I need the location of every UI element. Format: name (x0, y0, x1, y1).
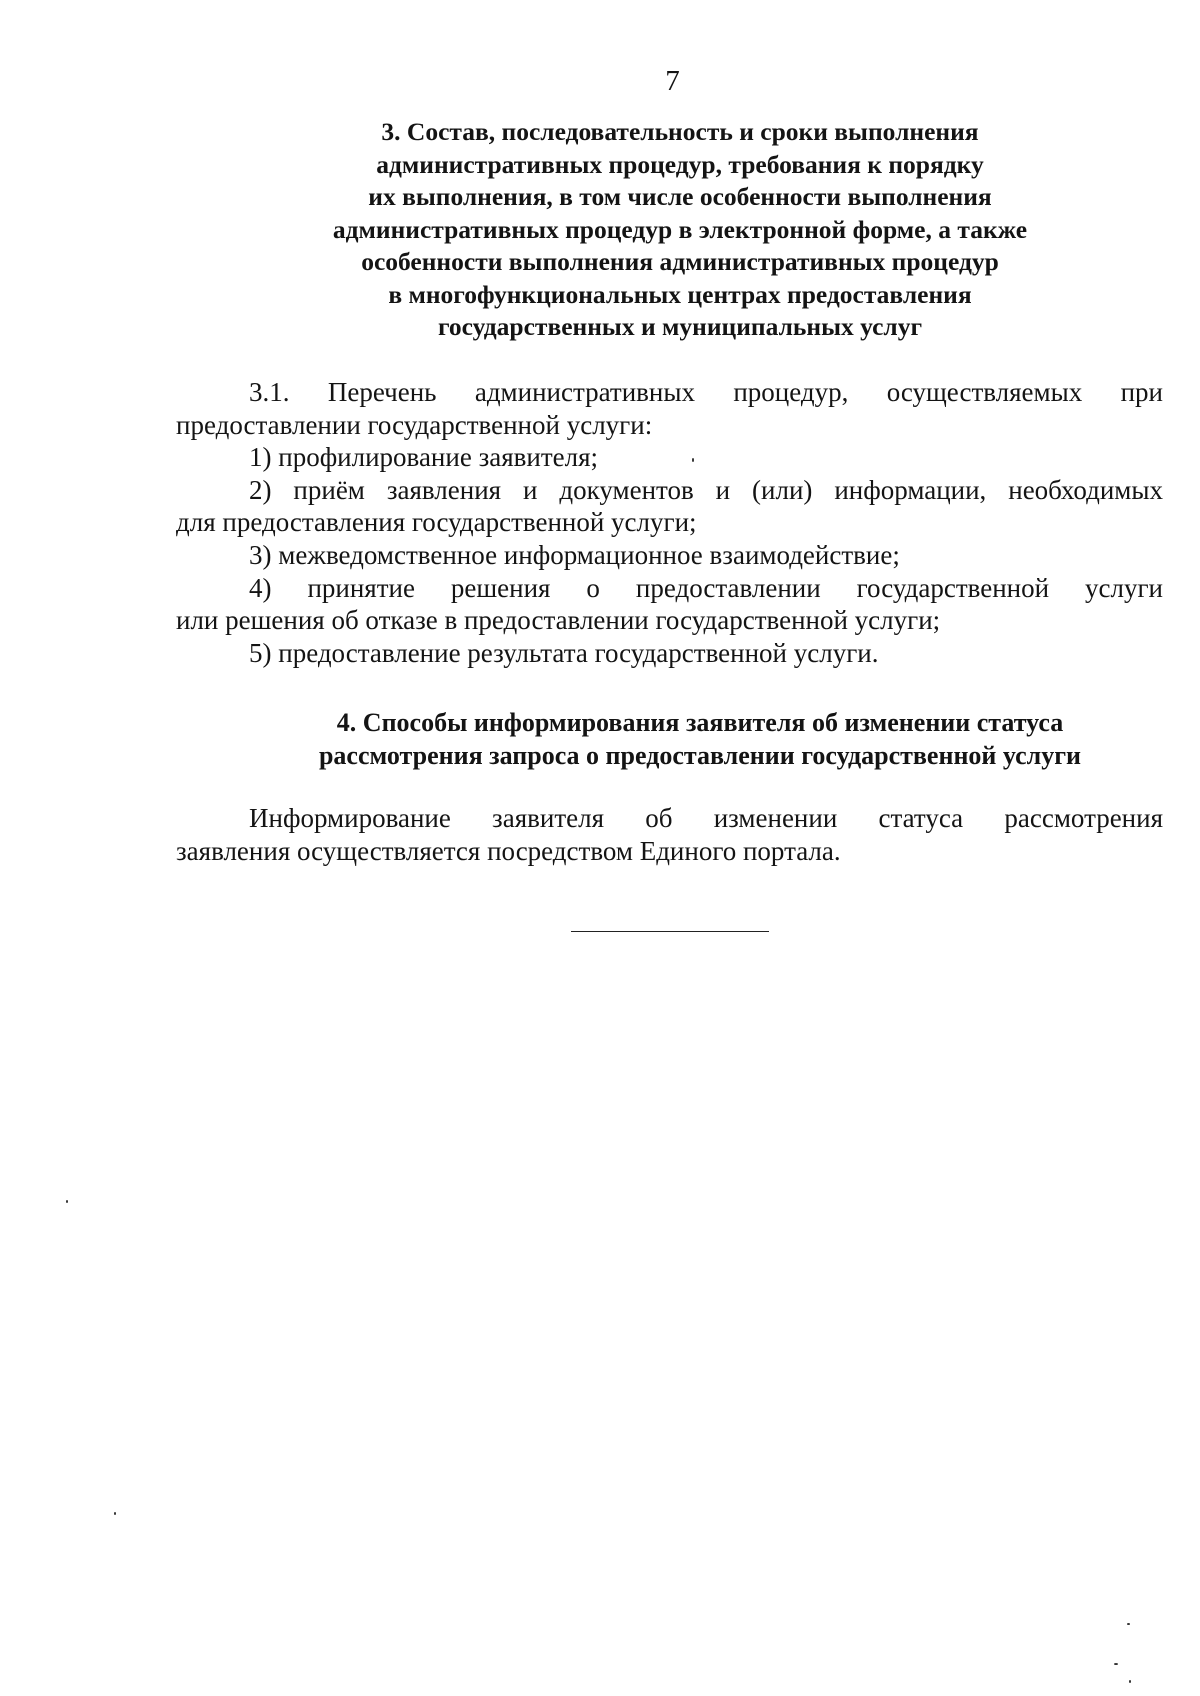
procedure-item-2-continued: для предоставления государственной услуги; (176, 507, 697, 538)
page-number: 7 (665, 65, 680, 97)
section-3-heading-line: особенности выполнения административных процедур (361, 247, 999, 276)
scan-speck (692, 458, 694, 462)
section-3-heading-line: административных процедур, требования к порядку (376, 149, 984, 179)
section-3-heading-line: их выполнения, в том числе особенности выполнения (368, 182, 992, 211)
procedure-item-5: 5) предоставление результата государственной услуги. (249, 637, 879, 668)
scan-speck (1129, 1680, 1131, 1683)
section-3-heading-line: административных процедур в электронной форме, а также (332, 214, 1028, 244)
procedure-list-intro: 3.1. Перечень административных процедур, осуществляемых при (249, 377, 1163, 407)
status-info-paragraph: Информирование заявителя об изменении статуса рассмотрения (249, 803, 1163, 833)
section-3-heading (175, 116, 1185, 344)
scan-speck (1127, 1623, 1130, 1625)
status-info-paragraph-continued: заявления осуществляется посредством Единого портала. (176, 835, 841, 866)
section-3-heading-line: в многофункциональных центрах предоставления (388, 279, 972, 309)
procedure-item-4-continued: или решения об отказе в предоставлении государственной услуги; (176, 605, 941, 636)
section-3-heading-line: 3. Состав, последовательность и сроки выполнения (381, 117, 979, 146)
procedure-item-3: 3) межведомственное информационное взаимодействие; (249, 539, 900, 570)
procedure-list-intro-continued: предоставлении государственной услуги: (176, 409, 653, 440)
section-4-heading (195, 706, 1200, 772)
end-of-document-rule (571, 931, 769, 932)
procedure-item-4: 4) принятие решения о предоставлении государственной услуги (249, 572, 1163, 603)
section-3-heading-line: государственных и муниципальных услуг (437, 312, 923, 341)
section-3-body (176, 376, 1163, 669)
section-4-heading-line: рассмотрения запроса о предоставлении государственной услуги (318, 741, 1082, 770)
section-4-body (176, 802, 1163, 867)
section-4-heading-line: 4. Способы информирования заявителя об изменении статуса (336, 708, 1064, 737)
scan-speck (114, 1512, 116, 1515)
scan-speck (1114, 1663, 1118, 1665)
procedure-item-1: 1) профилирование заявителя; (249, 442, 599, 473)
scan-speck (66, 1200, 68, 1203)
procedure-item-2: 2) приём заявления и документов и (или) информации, необходимых (249, 474, 1163, 505)
